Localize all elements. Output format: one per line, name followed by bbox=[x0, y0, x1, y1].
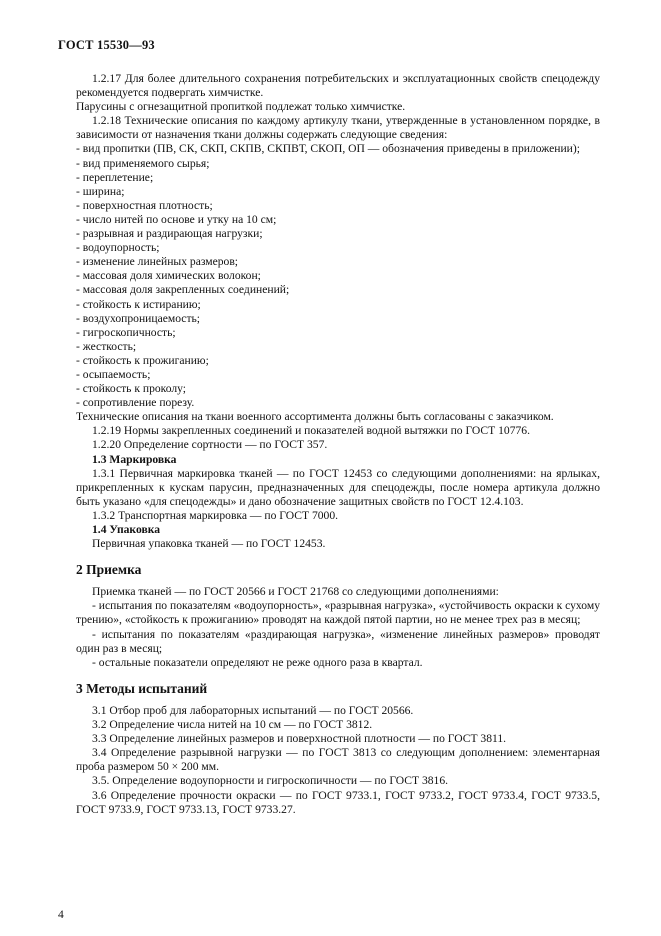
list-item: - массовая доля закрепленных соединений; bbox=[76, 283, 290, 297]
list-item: - стойкость к проколу; bbox=[76, 382, 187, 396]
list-item: - осыпаемость; bbox=[76, 367, 151, 381]
paragraph-military: Технические описания на ткани военного ассортимента должны быть согласованы с заказчиком. bbox=[76, 410, 554, 424]
list-item: 3.2 Определение числа нитей на 10 см — по ГОСТ 3812. bbox=[92, 718, 373, 732]
list-item: - вид применяемого сырья; bbox=[76, 156, 210, 170]
paragraph-parusin: Парусины с огнезащитной пропиткой подлежат только химчистке. bbox=[76, 100, 406, 114]
paragraph-1-3-1: 1.3.1 Первичная маркировка тканей — по ГОСТ 12453 со следующими дополнениями: на ярлыках, прикрепленных к кускам парусин, предназначенных для спецодежды, после номера артикула должно быть указано «для спецодежды» и дано обозначение защитных свойств по ГОСТ 12.4.103. bbox=[76, 466, 600, 508]
paragraph-1-2-20: 1.2.20 Определение сортности — по ГОСТ 357. bbox=[92, 438, 328, 452]
section-heading-acceptance: 2 Приемка bbox=[76, 562, 142, 578]
subsection-heading-marking: 1.3 Маркировка bbox=[92, 452, 177, 466]
list-item: - воздухопроницаемость; bbox=[76, 311, 201, 325]
list-item: - разрывная и раздирающая нагрузки; bbox=[76, 227, 263, 241]
list-item: - сопротивление порезу. bbox=[76, 396, 195, 410]
paragraph-1-2-17: 1.2.17 Для более длительного сохранения потребительских и эксплуатационных свойств спецодежду рекомендуется подвергать химчистке. bbox=[76, 72, 600, 100]
list-item: - ширина; bbox=[76, 184, 125, 198]
list-item: - стойкость к истиранию; bbox=[76, 297, 201, 311]
list-item: 3.6 Определение прочности окраски — по ГОСТ 9733.1, ГОСТ 9733.2, ГОСТ 9733.4, ГОСТ 9733.5, ГОСТ 9733.9, ГОСТ 9733.13, ГОСТ 9733.27. bbox=[76, 788, 600, 816]
list-item: - вид пропитки (ПВ, СК, СКП, СКПВ, СКПВТ, СКОП, ОП — обозначения приведены в приложении); bbox=[76, 142, 580, 156]
list-item: - переплетение; bbox=[76, 170, 154, 184]
paragraph-1-3-2: 1.3.2 Транспортная маркировка — по ГОСТ 7000. bbox=[92, 508, 339, 522]
list-item: - массовая доля химических волокон; bbox=[76, 269, 261, 283]
list-item: 3.1 Отбор проб для лабораторных испытаний — по ГОСТ 20566. bbox=[92, 703, 414, 717]
list-item: - изменение линейных размеров; bbox=[76, 255, 239, 269]
page-number: 4 bbox=[58, 908, 64, 921]
paragraph-1-4: Первичная упаковка тканей — по ГОСТ 12453. bbox=[92, 537, 326, 551]
list-item: - испытания по показателям «водоупорность», «разрывная нагрузка», «устойчивость окраски к сухому трению», «стойкость к прожиганию» проводят на каждой пятой партии, но не менее трех раз в месяц; bbox=[76, 599, 600, 627]
list-item: - число нитей по основе и утку на 10 см; bbox=[76, 212, 277, 226]
list-item: - жесткость; bbox=[76, 339, 137, 353]
list-item: - стойкость к прожиганию; bbox=[76, 353, 209, 367]
list-item: - поверхностная плотность; bbox=[76, 198, 213, 212]
page-header: ГОСТ 15530—93 bbox=[58, 38, 155, 52]
paragraph-1-2-18: 1.2.18 Технические описания по каждому артикулу ткани, утвержденные в установленном порядке, в зависимости от назначения ткани должны содержать следующие сведения: bbox=[76, 114, 600, 142]
list-item: 3.5. Определение водоупорности и гигроскопичности — по ГОСТ 3816. bbox=[92, 774, 449, 788]
list-item: - гигроскопичность; bbox=[76, 325, 176, 339]
subsection-heading-packaging: 1.4 Упаковка bbox=[92, 523, 161, 536]
paragraph-1-2-19: 1.2.19 Нормы закрепленных соединений и показателей водной вытяжки по ГОСТ 10776. bbox=[92, 424, 530, 438]
list-item: - остальные показатели определяют не реже одного раза в квартал. bbox=[92, 655, 423, 669]
document-body bbox=[76, 72, 600, 817]
list-item: - испытания по показателям «раздирающая нагрузка», «изменение линейных размеров» проводят один раз в месяц; bbox=[76, 627, 600, 655]
list-item: 3.4 Определение разрывной нагрузки — по ГОСТ 3813 со следующим дополнением: элементарная проба размером 50 × 200 мм. bbox=[76, 746, 600, 774]
paragraph-acceptance-intro: Приемка тканей — по ГОСТ 20566 и ГОСТ 21768 со следующими дополнениями: bbox=[92, 585, 499, 599]
list-item: - водоупорность; bbox=[76, 241, 160, 255]
list-item: 3.3 Определение линейных размеров и поверхностной плотности — по ГОСТ 3811. bbox=[92, 732, 507, 746]
section-heading-test-methods: 3 Методы испытаний bbox=[76, 680, 208, 696]
